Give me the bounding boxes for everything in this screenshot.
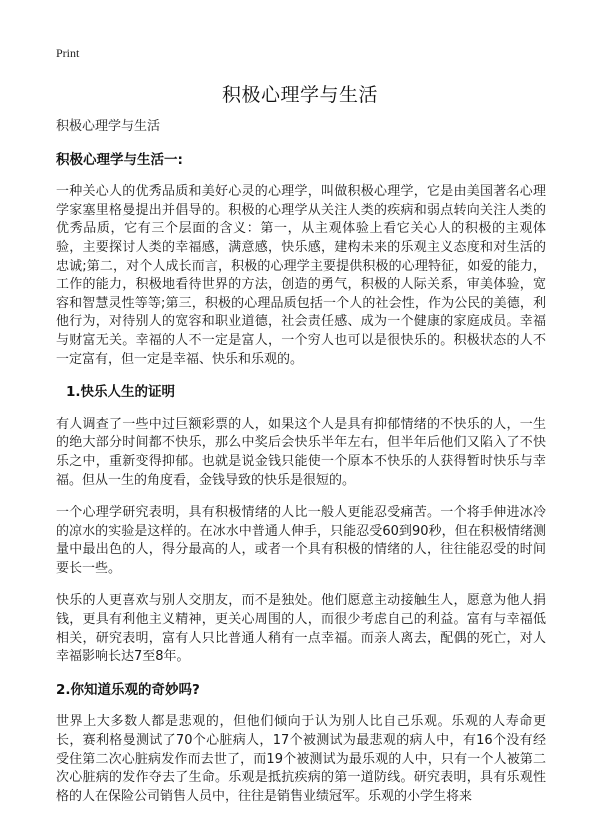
article-subtitle: 积极心理学与生活 xyxy=(56,119,161,134)
article-body xyxy=(56,118,546,820)
paragraph: 一个心理学研究表明，具有积极情绪的人比一般人更能忍受痛苦。一个将手伸进冰冷的凉水的实验是这样的。在冰水中普通人伸手，只能忍受60到90秒，但在积极情绪测量中最出色的人，得分最高的人，或者一个具有积极的情绪的人，往往能忍受的时间要长一些。 xyxy=(56,505,546,576)
section-heading-optimism: 2.你知道乐观的奇妙吗? xyxy=(56,681,200,698)
section-heading-happy-life: 1.快乐人生的证明 xyxy=(66,384,176,401)
page-title: 积极心理学与生活 xyxy=(221,84,378,106)
paragraph: 快乐的人更喜欢与别人交朋友，而不是独处。他们愿意主动接触生人，愿意为他人捐钱，更具有利他主义精神，更关心周围的人，而很少考虑自己的利益。富有与幸福低相关，研究表明，富有人只比普通人稍有一点幸福。而亲人离去，配偶的死亡，对人幸福影响长达7至8年。 xyxy=(56,593,546,665)
print-label[interactable]: Print xyxy=(56,46,80,60)
paragraph: 世界上大多数人都是悲观的，但他们倾向于认为别人比自己乐观。乐观的人寿命更长，赛利格曼测试了70个心脏病人，17个被测试为最悲观的病人中，有16个没有经受住第二次心脏病发作而去世了，而19个被测试为最乐观的人中，只有一个人被第二次心脏病的发作夺去了生命。乐观是抵抗疾病的第一道防线。研究表明，具有乐观性格的人在保险公司销售人员中，往往是销售业绩冠军。乐观的小学生将来 xyxy=(56,714,546,804)
intro-paragraph: 一种关心人的优秀品质和美好心灵的心理学，叫做积极心理学，它是由美国著名心理学家塞里格曼提出并倡导的。积极的心理学从关注人类的疾病和弱点转向关注人类的优秀品质，它有三个层面的含义：第一，从主观体验上看它关心人的积极的主观体验，主要探讨人类的幸福感，满意感，快乐感，建构未来的乐观主义态度和对生活的忠诚;第二，对个人成长而言，积极的心理学主要提供积极的心理特征，如爱的能力，工作的能力，积极地看待世界的方法，创造的勇气，积极的人际关系，审美体验，宽容和智慧灵性等等;第三，积极的心理品质包括一个人的社会性，作为公民的美德，利他行为，对待别人的宽容和职业道德，社会责任感、成为一个健康的家庭成员。幸福与财富无关。幸福的人不一定是富人，一个穷人也可以是很快乐的。积极状态的人不一定富有，但一定是幸福、快乐和乐观的。 xyxy=(56,184,546,367)
paragraph: 有人调查了一些中过巨额彩票的人，如果这个人是具有抑郁情绪的不快乐的人，一生的绝大部分时间都不快乐，那么中奖后会快乐半年左右，但半年后他们又陷入了不快乐之中，重新变得抑郁。也就是说金钱只能使一个原本不快乐的人获得暂时快乐与幸福。但从一生的角度看，金钱导致的快乐是很短的。 xyxy=(56,416,546,488)
section-heading-intro: 积极心理学与生活一: xyxy=(56,151,183,168)
